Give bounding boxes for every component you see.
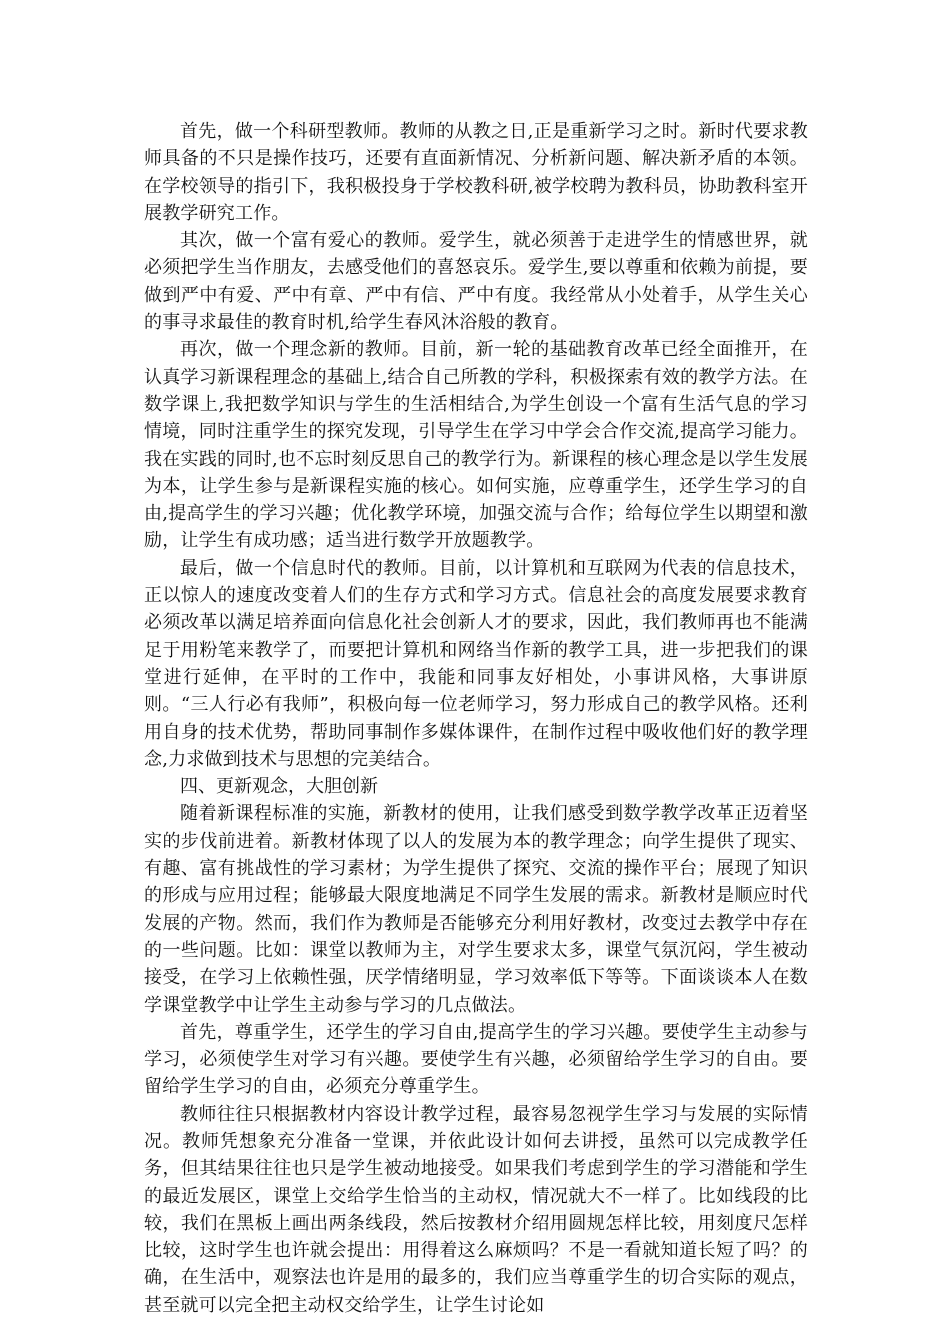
paragraph-teaching-process: 教师往往只根据教材内容设计教学过程，最容易忽视学生学习与发展的实际情况。教师凭想象充分准备一堂课，并依此设计如何去讲授，虽然可以完成教学任务，但其结果往往也只是学生被动地接受。如果我们考虑到学生的学习潜能和学生的最近发展区，课堂上交给学生恰当的主动权，情况就大不一样了。比如线段的比较，我们在黑板上画出两条线段，然后按教材介绍用圆规怎样比较，用刻度尺怎样比较，这时学生也许就会提出：用得着这么麻烦吗？不是一看就知道长短了吗？的确，在生活中，观察法也许是用的最多的，我们应当尊重学生的切合实际的观点，甚至就可以完全把主动权交给学生，让学生讨论如 (144, 1103, 808, 1316)
paragraph-new-ideas-teacher: 再次，做一个理念新的教师。目前，新一轮的基础教育改革已经全面推开，在认真学习新课程理念的基础上,结合自己所教的学科，积极探索有效的教学方法。在数学课上,我把数学知识与学生的生活相结合,为学生创设一个富有生活气息的学习情境，同时注重学生的探究发现，引导学生在学习中学会合作交流,提高学习能力。我在实践的同时,也不忘时刻反思自己的教学行为。新课程的核心理念是以学生发展为本，让学生参与是新课程实施的核心。如何实施，应尊重学生，还学生学习的自由,提高学生的学习兴趣；优化教学环境，加强交流与合作；给每位学生以期望和激励，让学生有成功感；适当进行数学开放题教学。 (144, 339, 808, 552)
paragraph-caring-teacher: 其次，做一个富有爱心的教师。爱学生，就必须善于走进学生的情感世界，就必须把学生当作朋友，去感受他们的喜怒哀乐。爱学生,要以尊重和依赖为前提，要做到严中有爱、严中有章、严中有信、严中有度。我经常从小处着手，从学生关心的事寻求最佳的教育时机,给学生春风沐浴般的教育。 (144, 230, 808, 334)
paragraph-respect-students: 首先，尊重学生，还学生的学习自由,提高学生的学习兴趣。要使学生主动参与学习，必须使学生对学习有兴趣。要使学生有兴趣，必须留给学生学习的自由。要留给学生学习的自由，必须充分尊重学生。 (144, 1021, 808, 1098)
paragraph-new-curriculum: 随着新课程标准的实施，新教材的使用，让我们感受到数学教学改革正迈着坚实的步伐前进着。新教材体现了以人的发展为本的教学理念；向学生提供了现实、有趣、富有挑战性的学习素材；为学生提供了探究、交流的操作平台；展现了知识的形成与应用过程；能够最大限度地满足不同学生发展的需求。新教材是顺应时代发展的产物。然而，我们作为教师是否能够充分利用好教材，改变过去教学中存在的一些问题。比如：课堂以教师为主，对学生要求太多，课堂气氛沉闷，学生被动接受，在学习上依赖性强，厌学情绪明显，学习效率低下等等。下面谈谈本人在数学课堂教学中让学生主动参与学习的几点做法。 (144, 803, 808, 1016)
paragraph-information-age-teacher: 最后，做一个信息时代的教师。目前，以计算机和互联网为代表的信息技术，正以惊人的速度改变着人们的生存方式和学习方式。信息社会的高度发展要求教育必须改革以满足培养面向信息化社会创新人才的要求，因此，我们教师再也不能满足于用粉笔来教学了，而要把计算机和网络当作新的教学工具，进一步把我们的课堂进行延伸，在平时的工作中，我能和同事友好相处，小事讲风格，大事讲原则。“三人行必有我师”，积极向每一位老师学习，努力形成自己的教学风格。还利用自身的技术优势，帮助同事制作多媒体课件，在制作过程中吸收他们好的教学理念,力求做到技术与思想的完美结合。 (144, 557, 808, 770)
section-heading: 四、更新观念，大胆创新 (180, 776, 378, 798)
paragraph-researcher-teacher: 首先，做一个科研型教师。教师的从教之日,正是重新学习之时。新时代要求教师具备的不只是操作技巧，还要有直面新情况、分析新问题、解决新矛盾的本领。在学校领导的指引下，我积极投身于学校教科研,被学校聘为教科员，协助教科室开展教学研究工作。 (144, 121, 808, 224)
document-body (144, 118, 808, 1319)
